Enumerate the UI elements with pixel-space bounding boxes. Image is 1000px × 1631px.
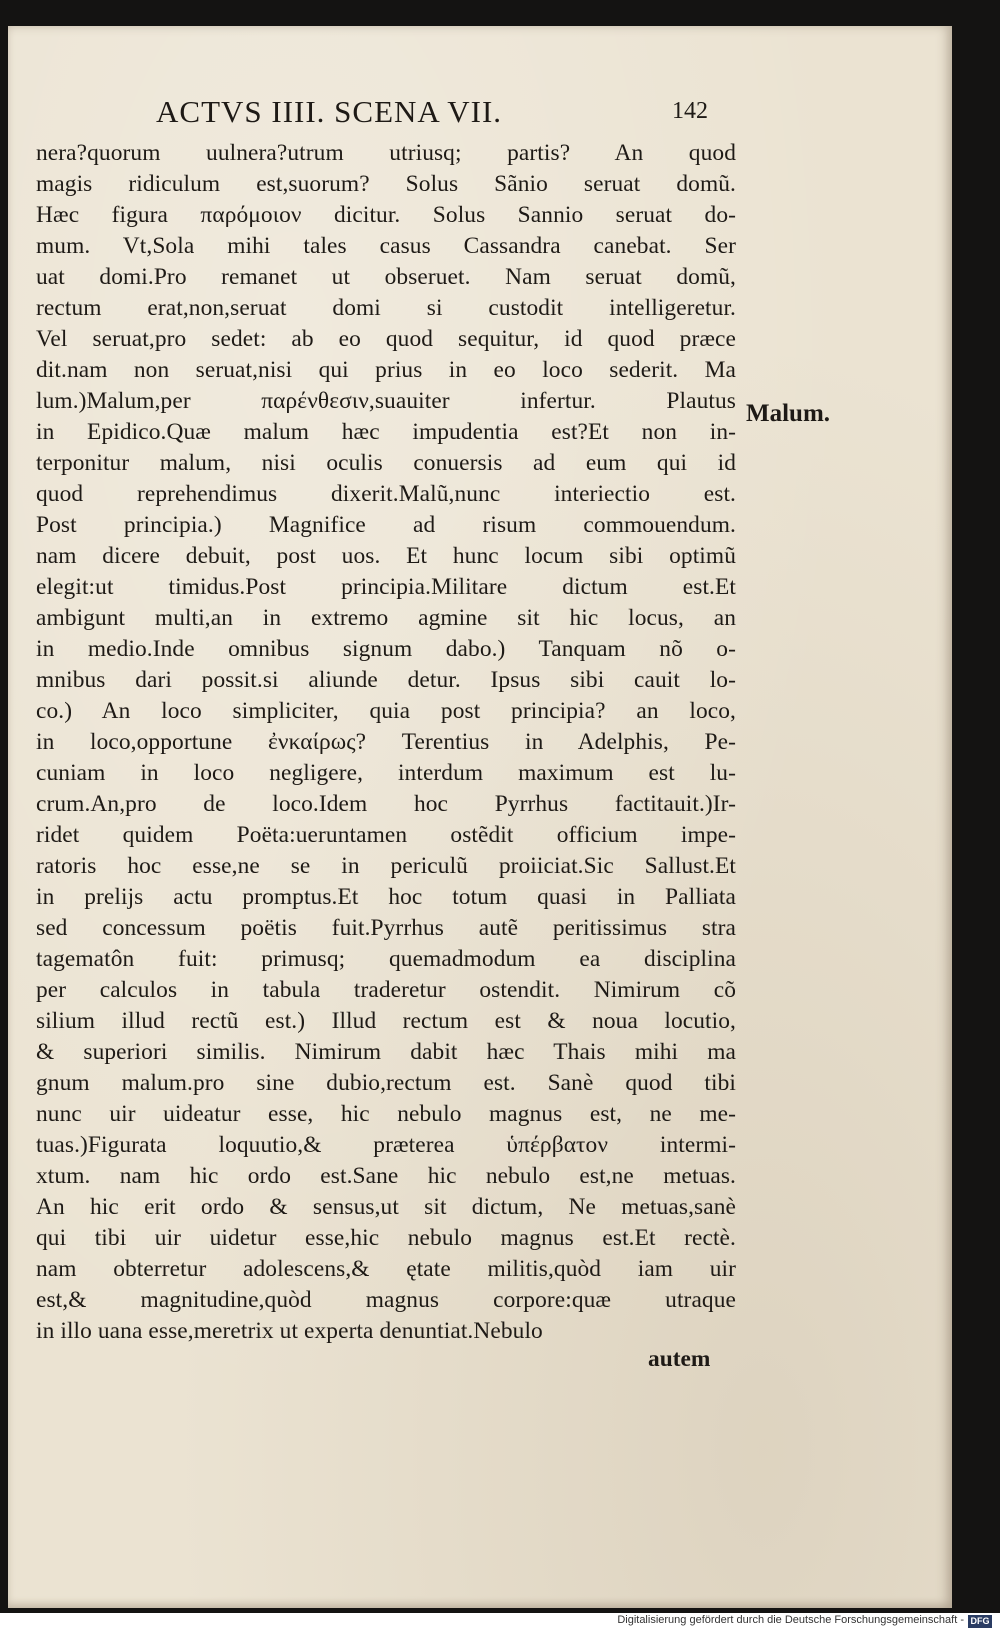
text-line: silium illud rectũ est.) Illud rectum est & noua locutio, [36, 1008, 736, 1034]
marginal-note: Malum. [746, 400, 831, 427]
text-line: magis ridiculum est,suorum? Solus Sãnio seruat domũ. [36, 171, 736, 197]
text-line: An hic erit ordo & sensus,ut sit dictum, Ne metuas,sanè [36, 1194, 736, 1220]
dfg-logo: DFG [968, 1615, 992, 1628]
text-line: uat domi.Pro remanet ut obseruet. Nam seruat domũ, [36, 264, 736, 290]
text-line: rectum erat,non,seruat domi si custodit intelligeretur. [36, 295, 736, 321]
text-line: quod reprehendimus dixerit.Malũ,nunc interiectio est. [36, 481, 736, 507]
text-line: & superiori similis. Nimirum dabit hæc Thais mihi ma [36, 1039, 736, 1065]
text-line: gnum malum.pro sine dubio,rectum est. Sanè quod tibi [36, 1070, 736, 1096]
text-line: ambigunt multi,an in extremo agmine sit hic locus, an [36, 605, 736, 631]
text-line: in Epidico.Quæ malum hæc impudentia est?Et non in- [36, 419, 736, 445]
book-page [8, 26, 952, 1608]
text-line: cuniam in loco negligere, interdum maximum est lu- [36, 760, 736, 786]
commentary-text-block [36, 138, 736, 1347]
text-line: elegit:ut timidus.Post principia.Militare dictum est.Et [36, 574, 736, 600]
text-line: Hæc figura παρόμοιον dicitur. Solus Sannio seruat do- [36, 202, 736, 228]
text-line: co.) An loco simpliciter, quia post principia? an loco, [36, 698, 736, 724]
text-line: in illo uana esse,meretrix ut experta denuntiat.Nebulo [36, 1318, 543, 1344]
digitization-footer [0, 1613, 1000, 1631]
text-line: in medio.Inde omnibus signum dabo.) Tanquam nõ o- [36, 636, 736, 662]
text-line: lum.)Malum,per παρένθεσιν,suauiter infertur. Plautus [36, 388, 736, 414]
text-line: mnibus dari possit.si aliunde detur. Ipsus sibi cauit lo- [36, 667, 736, 693]
page-number: 142 [672, 98, 708, 124]
text-line: Post principia.) Magnifice ad risum commouendum. [36, 512, 736, 538]
catchword: autem [648, 1346, 711, 1372]
text-line: nam obterretur adolescens,& ętate militis,quòd iam uir [36, 1256, 736, 1282]
text-line: terponitur malum, nisi oculis conuersis ad eum qui id [36, 450, 736, 476]
text-line: tuas.)Figurata loquutio,& præterea ὑπέρβατον intermi- [36, 1132, 736, 1158]
text-line: ridet quidem Poëta:ueruntamen ostẽdit officium impe- [36, 822, 736, 848]
text-line: in loco,opportune ἐνκαίρως? Terentius in Adelphis, Pe- [36, 729, 736, 755]
text-line: crum.An,pro de loco.Idem hoc Pyrrhus factitauit.)Ir- [36, 791, 736, 817]
running-head: ACTVS IIII. SCENA VII. [156, 94, 503, 129]
footer-credit: Digitalisierung gefördert durch die Deutsche Forschungsgemeinschaft - [617, 1614, 964, 1626]
text-line: in prelijs actu promptus.Et hoc totum quasi in Palliata [36, 884, 736, 910]
text-line: mum. Vt,Sola mihi tales casus Cassandra canebat. Ser [36, 233, 736, 259]
text-line: nera?quorum uulnera?utrum utriusq; partis? An quod [36, 140, 736, 166]
text-line: dit.nam non seruat,nisi qui prius in eo loco sederit. Ma [36, 357, 736, 383]
text-line: ratoris hoc esse,ne se in periculũ proiiciat.Sic Sallust.Et [36, 853, 736, 879]
text-line: Vel seruat,pro sedet: ab eo quod sequitur, id quod præce [36, 326, 736, 352]
text-line: tagematôn fuit: primusq; quemadmodum ea disciplina [36, 946, 736, 972]
text-line: xtum. nam hic ordo est.Sane hic nebulo est,ne metuas. [36, 1163, 736, 1189]
page-header [146, 94, 718, 134]
text-line: nunc uir uideatur esse, hic nebulo magnus est, ne me- [36, 1101, 736, 1127]
text-line: qui tibi uir uidetur esse,hic nebulo magnus est.Et rectè. [36, 1225, 736, 1251]
text-line: est,& magnitudine,quòd magnus corpore:quæ utraque [36, 1287, 736, 1313]
text-line: nam dicere debuit, post uos. Et hunc locum sibi optimũ [36, 543, 736, 569]
text-line: sed concessum poëtis fuit.Pyrrhus autẽ peritissimus stra [36, 915, 736, 941]
text-line: per calculos in tabula traderetur ostendit. Nimirum cõ [36, 977, 736, 1003]
